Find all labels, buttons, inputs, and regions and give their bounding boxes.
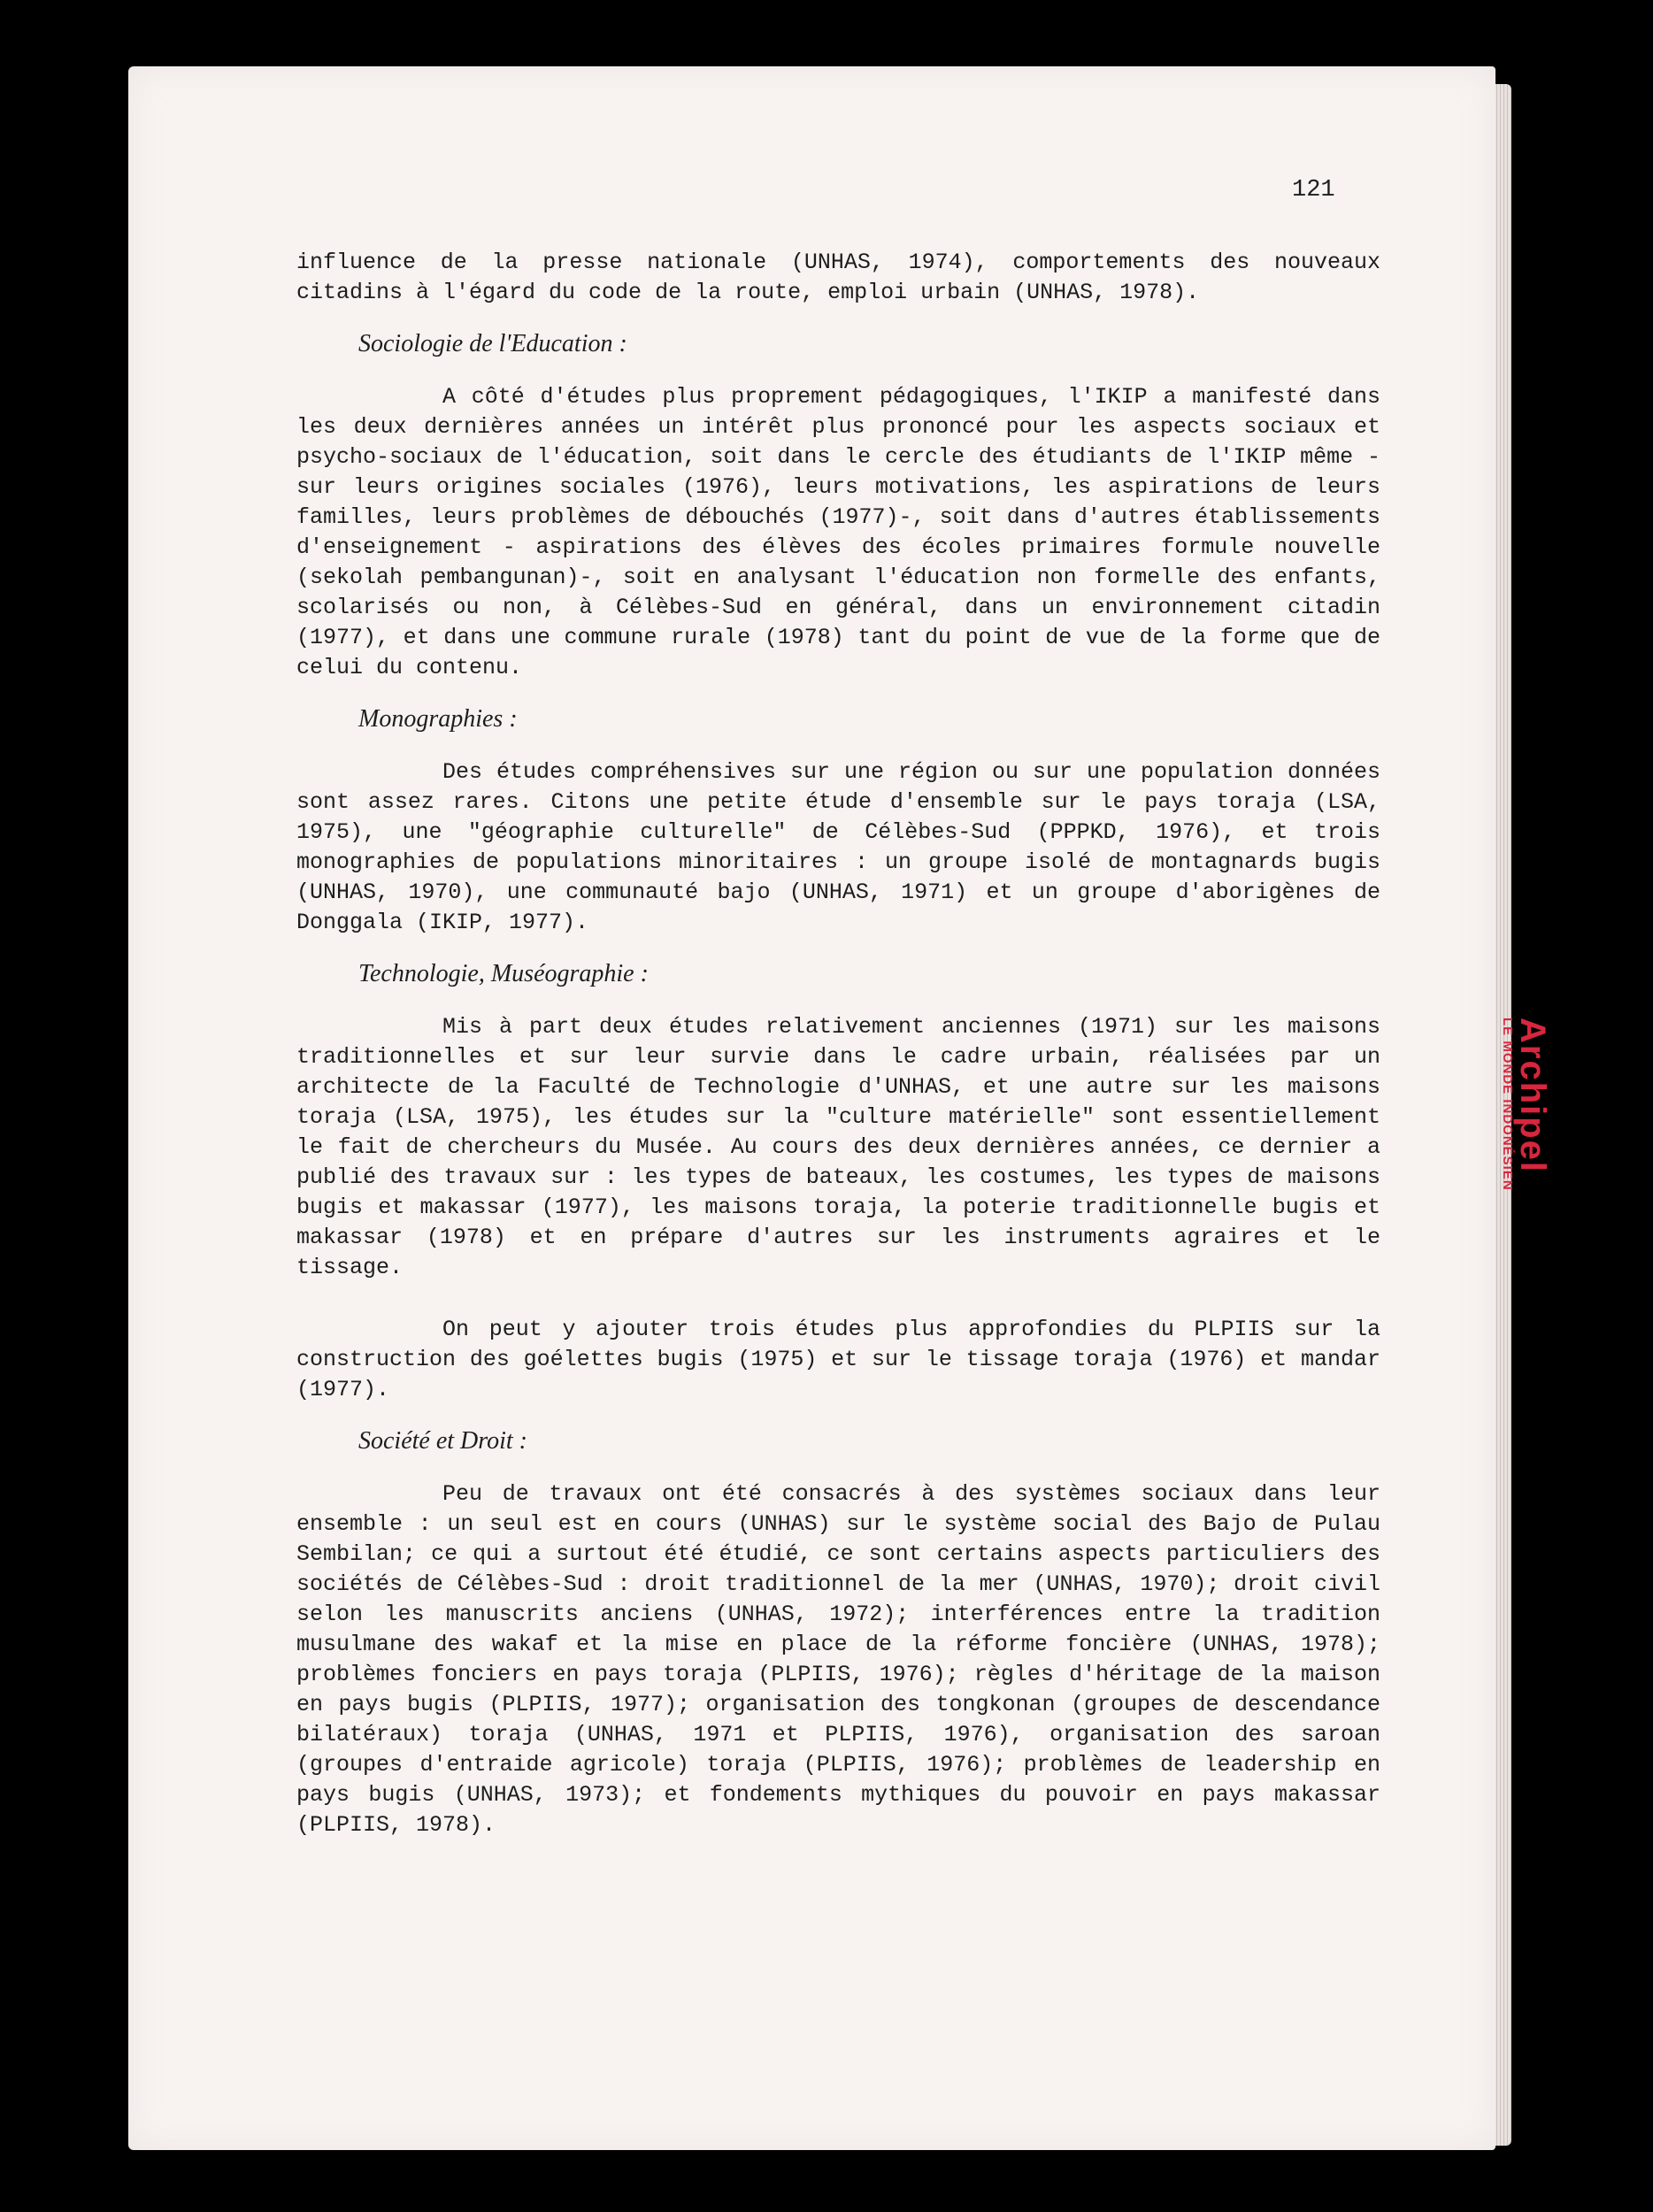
archipel-stamp <box>1495 1018 1557 1433</box>
paragraph-4: On peut y ajouter trois études plus approfondies du PLPIIS sur la construction des goélettes bugis (1975) et sur le tissage toraja (1976) et mandar (1977). <box>296 1317 1380 1402</box>
stamp-title: Archipel <box>1513 1018 1552 1174</box>
paragraph-1: A côté d'études plus proprement pédagogiques, l'IKIP a manifesté dans les deux dernières années un intérêt plus prononcé pour les aspects sociaux et psycho-sociaux de l'éducation, soit dans le cercle des étudiants de l'IKIP même - sur leurs origines sociales (1976), leurs motivations, les aspirations de leurs familles, leurs problèmes de débouchés (1977)-, soit dans d'autres établissements d'enseignement - aspirations des élèves des écoles primaires formule nouvelle (sekolah pembangunan)-, soit en analysant l'éducation non formelle des enfants, scolarisés ou non, à Célèbes-Sud en général, dans un environnement citadin (1977), et dans une commune rurale (1978) tant du point de vue de la forme que de celui du contenu. <box>296 384 1380 680</box>
paragraph-2: Des études compréhensives sur une région ou sur une population données sont assez rares. Citons une petite étude d'ensemble sur le pays toraja (LSA, 1975), une "géographie culturelle" de Célèbes-Sud (PPPKD, 1976), et trois monographies de populations minoritaires : un groupe isolé de montagnards bugis (UNHAS, 1970), une communauté bajo (UNHAS, 1971) et un groupe d'aborigènes de Donggala (IKIP, 1977). <box>296 759 1380 935</box>
heading-sociologie-education: Sociologie de l'Education : <box>358 330 627 357</box>
paragraph-3: Mis à part deux études relativement anciennes (1971) sur les maisons traditionnelles et sur leur survie dans le cadre urbain, réalisées par un architecte de la Faculté de Technologie d'UNHAS, et une autre sur les maisons toraja (LSA, 1975), les études sur la "culture matérielle" sont essentiellement le fait de chercheurs du Musée. Au cours des deux dernières années, ce dernier a publié des travaux sur : les types de bateaux, les costumes, les types de maisons bugis et makassar (1977), les maisons toraja, la poterie traditionnelle bugis et makassar (1978) et en prépare d'autres sur les instruments agraires et le tissage. <box>296 1014 1380 1280</box>
paragraph-5: Peu de travaux ont été consacrés à des systèmes sociaux dans leur ensemble : un seul est en cours (UNHAS) sur le système social des Bajo de Pulau Sembilan; ce qui a surtout été étudié, ce sont certains aspects particuliers des sociétés de Célèbes-Sud : droit traditionnel de la mer (UNHAS, 1970); droit civil selon les manuscrits anciens (UNHAS, 1972); interférences entre la tradition musulmane des wakaf et la mise en place de la réforme foncière (UNHAS, 1978); problèmes fonciers en pays toraja (PLPIIS, 1976); règles d'héritage de la maison en pays bugis (PLPIIS, 1977); organisation des tongkonan (groupes de descendance bilatéraux) toraja (UNHAS, 1971 et PLPIIS, 1976), organisation des saroan (groupes d'entraide agricole) toraja (PLPIIS, 1976); problèmes de leadership en pays bugis (UNHAS, 1973); et fondements mythiques du pouvoir en pays makassar (PLPIIS, 1978). <box>296 1481 1380 1838</box>
heading-technologie-museographie: Technologie, Muséographie : <box>358 960 649 987</box>
paragraph-0: influence de la presse nationale (UNHAS, 1974), comportements des nouveaux citadins à l'égard du code de la route, emploi urbain (UNHAS, 1978). <box>296 250 1380 305</box>
page-number: 121 <box>1292 177 1335 204</box>
stamp-subtitle: LE MONDE INDONÉSIEN <box>1500 1018 1515 1191</box>
heading-monographies: Monographies : <box>358 705 518 733</box>
page-text <box>296 248 1380 1840</box>
heading-societe-droit: Société et Droit : <box>358 1427 528 1455</box>
